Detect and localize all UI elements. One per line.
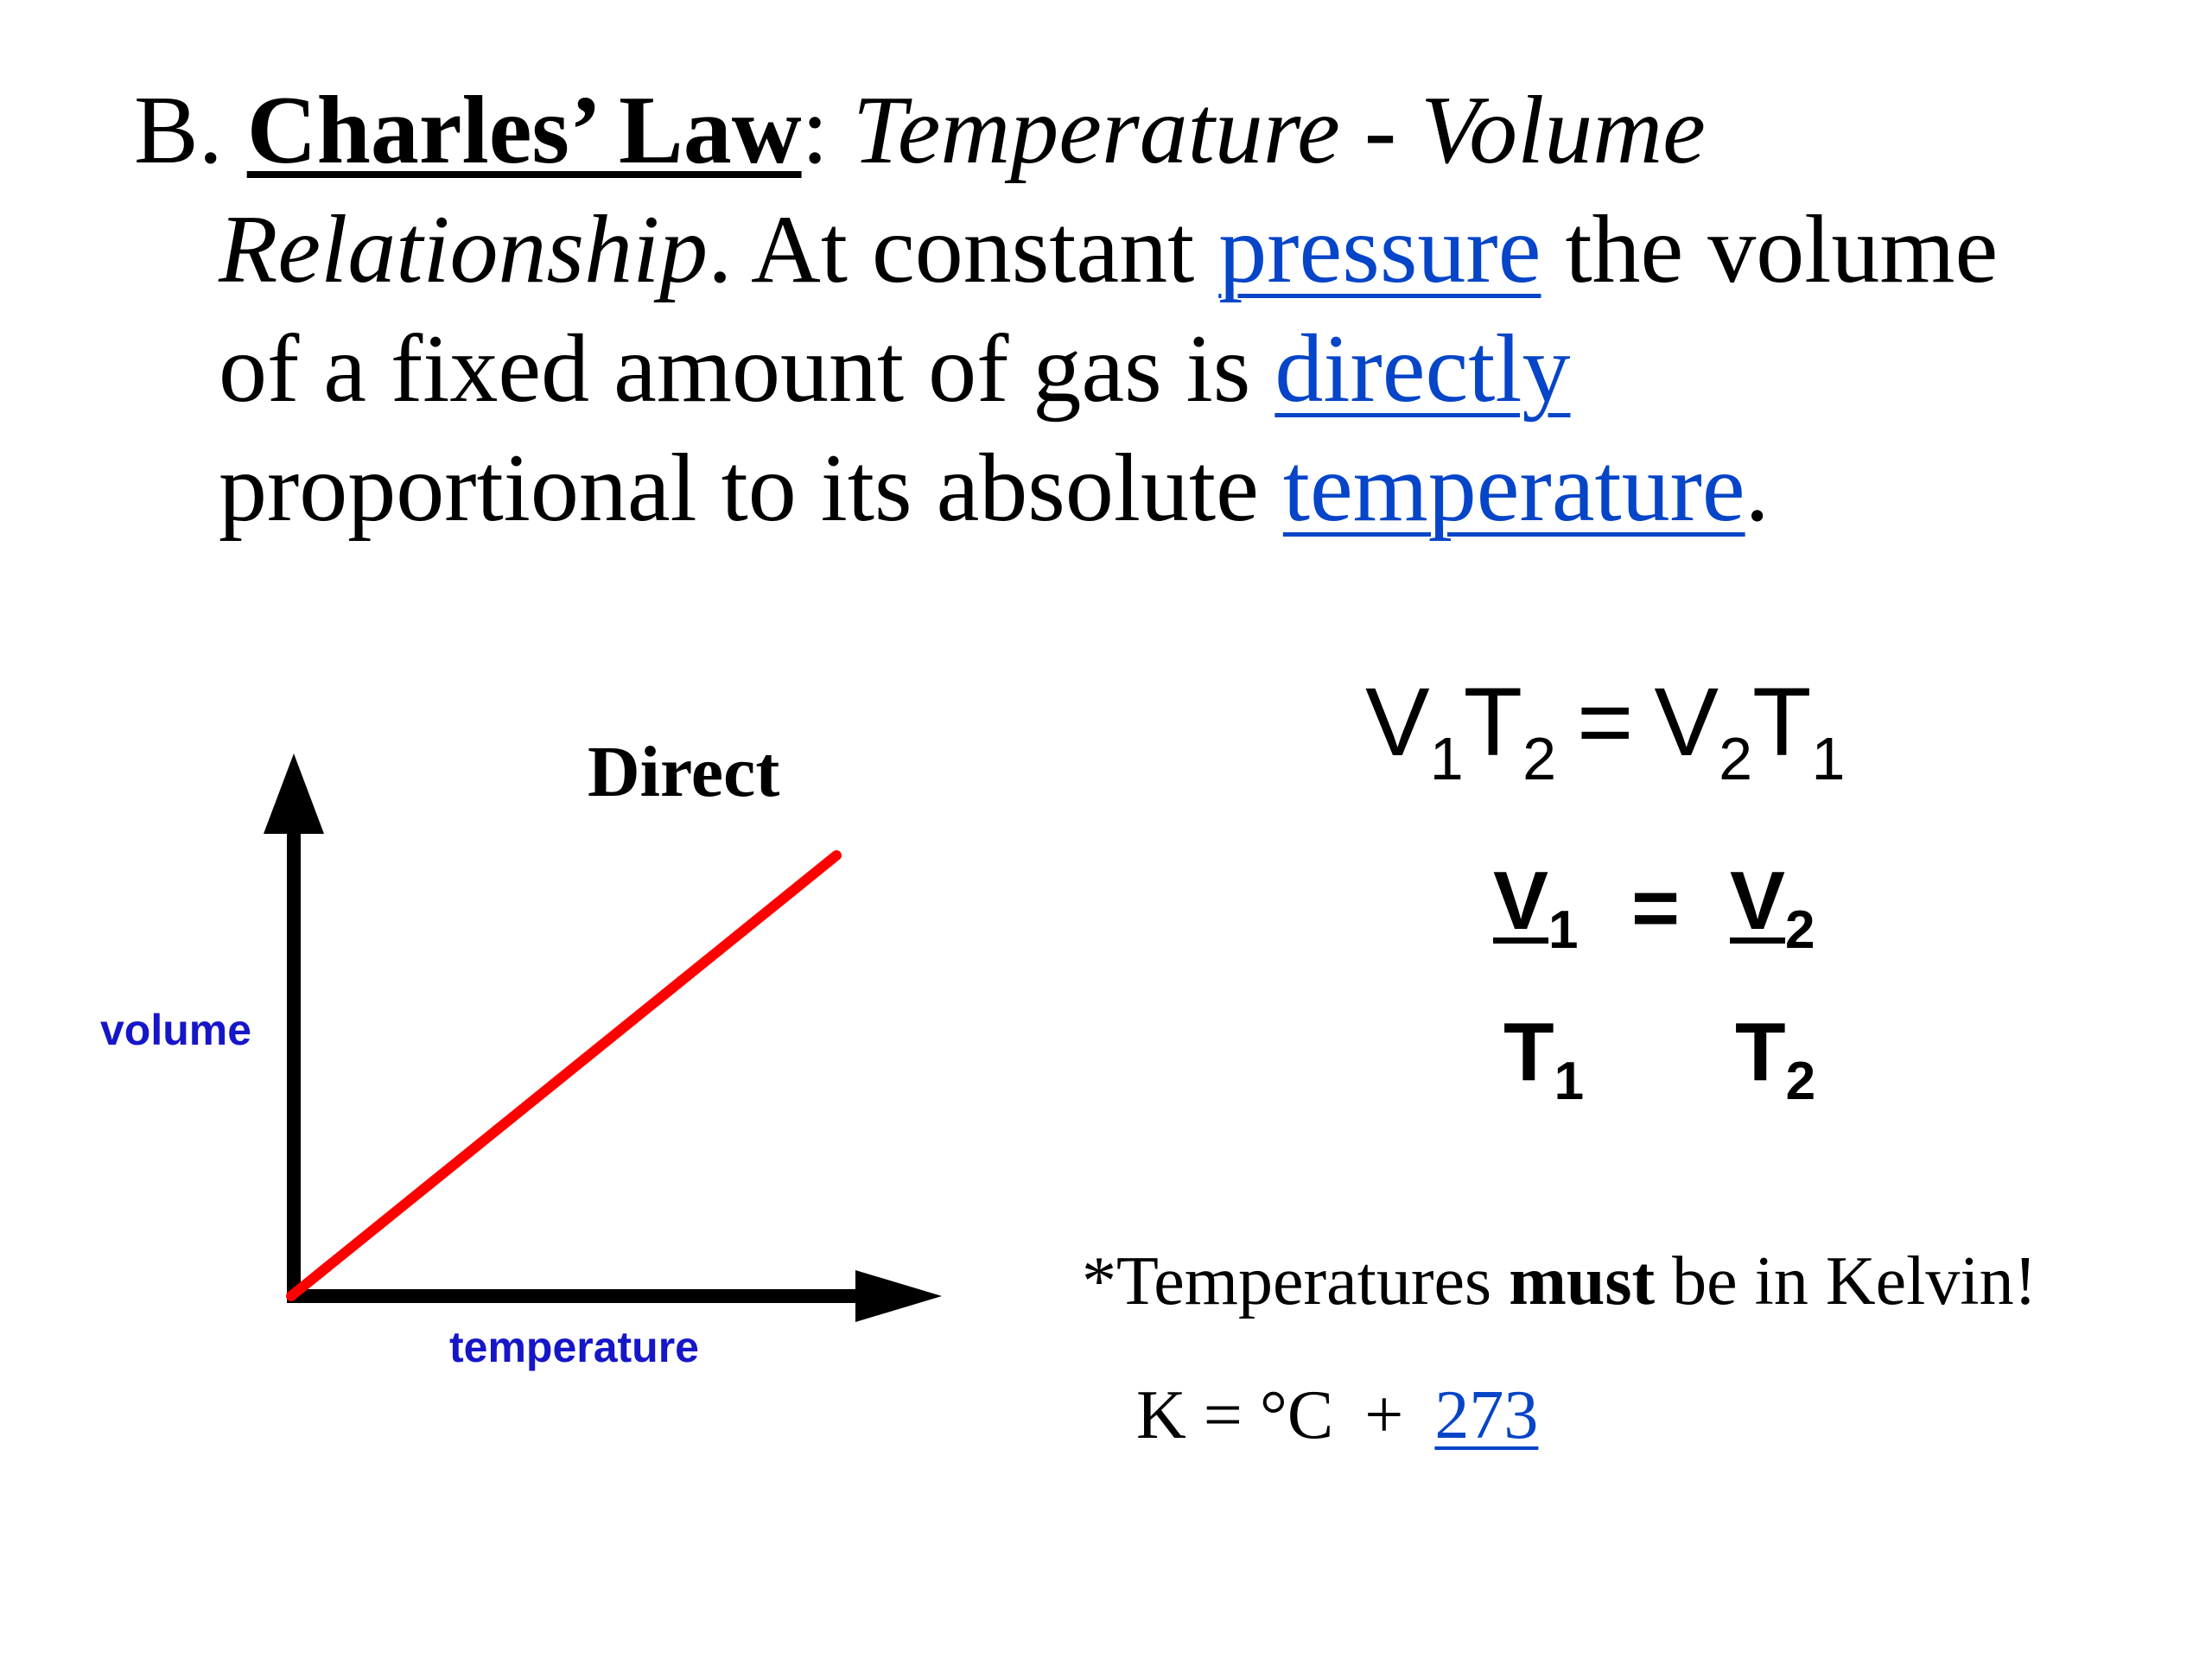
y-axis-arrowhead xyxy=(264,753,324,834)
y-axis-label: volume xyxy=(100,1006,252,1054)
graph-title: Direct xyxy=(588,732,780,812)
frac-sub: 1 xyxy=(1548,900,1579,960)
frac-v: V xyxy=(1493,855,1549,947)
directly-link[interactable]: directly xyxy=(1274,315,1571,423)
frac-v: V xyxy=(1730,855,1786,947)
data-line xyxy=(291,855,836,1296)
note-part2: be in Kelvin! xyxy=(1655,1243,2037,1319)
kelvin-lhs: K = °C xyxy=(1136,1377,1334,1453)
heading-period: . xyxy=(708,196,733,303)
frac-sub: 2 xyxy=(1785,1052,1816,1111)
x-axis-label: temperature xyxy=(449,1323,699,1371)
law-title: Charles’ Law xyxy=(246,77,802,184)
heading-line-2 xyxy=(219,196,1999,303)
frac-t: T xyxy=(1503,1006,1554,1098)
heading-line-4 xyxy=(219,435,1770,542)
eq-sub: 1 xyxy=(1811,725,1846,792)
note-bold: must xyxy=(1509,1243,1656,1319)
eq-sub: 2 xyxy=(1719,725,1753,792)
x-axis-arrowhead xyxy=(855,1270,942,1322)
eq-t: T xyxy=(1463,668,1523,776)
kelvin-note xyxy=(1082,1243,2037,1319)
kelvin-conversion-formula xyxy=(1136,1377,1539,1453)
heading-subtitle-part2: Relationship xyxy=(219,196,709,303)
eq-sub: 2 xyxy=(1522,725,1556,792)
fraction-numerator-v2 xyxy=(1730,855,1815,960)
heading-subtitle-part1: Temperature - Volume xyxy=(852,77,1706,184)
frac-t: T xyxy=(1735,1006,1786,1098)
body-text-1: At constant xyxy=(732,196,1219,303)
eq-t: T xyxy=(1752,668,1812,776)
body-text-4: proportional to its absolute xyxy=(219,435,1283,542)
body-text-5: . xyxy=(1745,435,1770,542)
fraction-denominator-t1 xyxy=(1503,1006,1585,1111)
frac-sub: 2 xyxy=(1785,900,1815,960)
note-part1: *Temperatures xyxy=(1082,1243,1510,1319)
fraction-equals: = xyxy=(1631,861,1681,954)
frac-sub: 1 xyxy=(1554,1052,1585,1111)
eq-v: V xyxy=(1365,668,1430,776)
heading-prefix: B. xyxy=(134,77,247,184)
heading-line-3 xyxy=(219,315,1571,423)
fraction-numerator-v1 xyxy=(1493,855,1579,960)
eq-sub: 1 xyxy=(1429,725,1464,792)
eq-equals: = xyxy=(1577,668,1634,776)
equation-product-form xyxy=(1365,668,1846,792)
pressure-link[interactable]: pressure xyxy=(1218,196,1541,303)
body-text-3: of a fixed amount of gas is xyxy=(219,315,1275,423)
body-text-2: the volume xyxy=(1541,196,1999,303)
temperature-link[interactable]: temperature xyxy=(1282,435,1745,542)
kelvin-plus: + xyxy=(1364,1377,1404,1453)
eq-v: V xyxy=(1654,668,1719,776)
fraction-denominator-t2 xyxy=(1735,1006,1816,1111)
kelvin-273-link[interactable]: 273 xyxy=(1434,1377,1539,1453)
heading-line-1 xyxy=(134,77,1706,184)
heading-colon: : xyxy=(801,77,853,184)
